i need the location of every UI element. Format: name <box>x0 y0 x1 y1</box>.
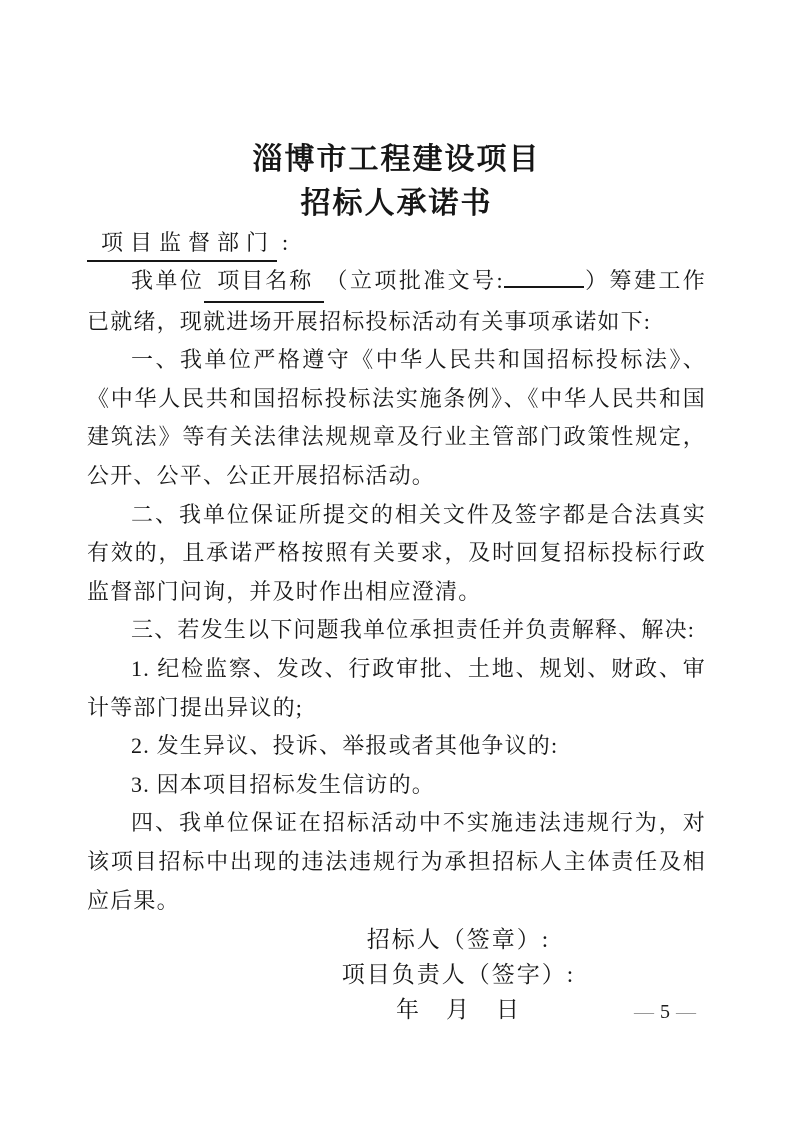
paragraph-item-1: 1. 纪检监察、发改、行政审批、土地、规划、财政、审计等部门提出异议的; <box>87 655 706 720</box>
project-name-blank: 项目名称 <box>204 262 324 303</box>
supervision-colon: : <box>282 230 290 255</box>
paragraph-clause-2: 二、我单位保证所提交的相关文件及签字都是合法真实有效的，且承诺严格按照有关要求，及时回复招标投标行政监督部门问询，并及时作出相应澄清。 <box>87 501 706 604</box>
paragraph-clause-1: 一、我单位严格遵守《中华人民共和国招标投标法》、《中华人民共和国招标投标法实施条例》、《中华人民共和国建筑法》等有关法律法规规章及行业主管部门政策性规定，公开、公平、公正开展招标活动。 <box>87 347 706 488</box>
intro-prefix: 我单位 <box>131 268 205 293</box>
document-content <box>87 0 706 1027</box>
signature-block <box>87 922 706 1027</box>
paragraph-clause-3: 三、若发生以下问题我单位承担责任并负责解释、解决: <box>131 617 696 643</box>
paragraph-item-2: 2. 发生异议、投诉、举报或者其他争议的: <box>131 733 559 759</box>
approval-number-blank <box>504 286 584 288</box>
signature-date-line: 年 月 日 <box>396 997 521 1023</box>
intro-suffix: ）筹建工作已就绪，现就进场开展招标投标活动有关事项承诺如下: <box>87 268 706 334</box>
signature-bidder-line: 招标人（签章）: <box>366 927 551 953</box>
paragraph-item-3: 3. 因本项目招标发生信访的。 <box>131 771 436 797</box>
title-line-2: 招标人承诺书 <box>300 187 493 220</box>
page-footer <box>620 1000 710 1024</box>
supervision-department-blank: 项目监督部门 <box>87 227 277 262</box>
footer-dash-left: — <box>634 1001 654 1023</box>
signature-manager-line: 项目负责人（签字）: <box>341 962 576 988</box>
paragraph-clause-4: 四、我单位保证在招标活动中不实施违法违规行为，对该项目招标中出现的违法违规行为承担招标人主体责任及相应后果。 <box>87 810 706 913</box>
footer-dash-right: — <box>676 1001 696 1023</box>
document-body <box>87 262 706 920</box>
supervision-line <box>87 227 706 262</box>
title-line-1: 淄博市工程建设项目 <box>252 143 541 176</box>
intro-paragraph <box>87 262 706 341</box>
document-title <box>87 138 706 226</box>
intro-mid: （立项批准文号: <box>324 268 504 293</box>
page-number: 5 <box>660 1001 670 1023</box>
